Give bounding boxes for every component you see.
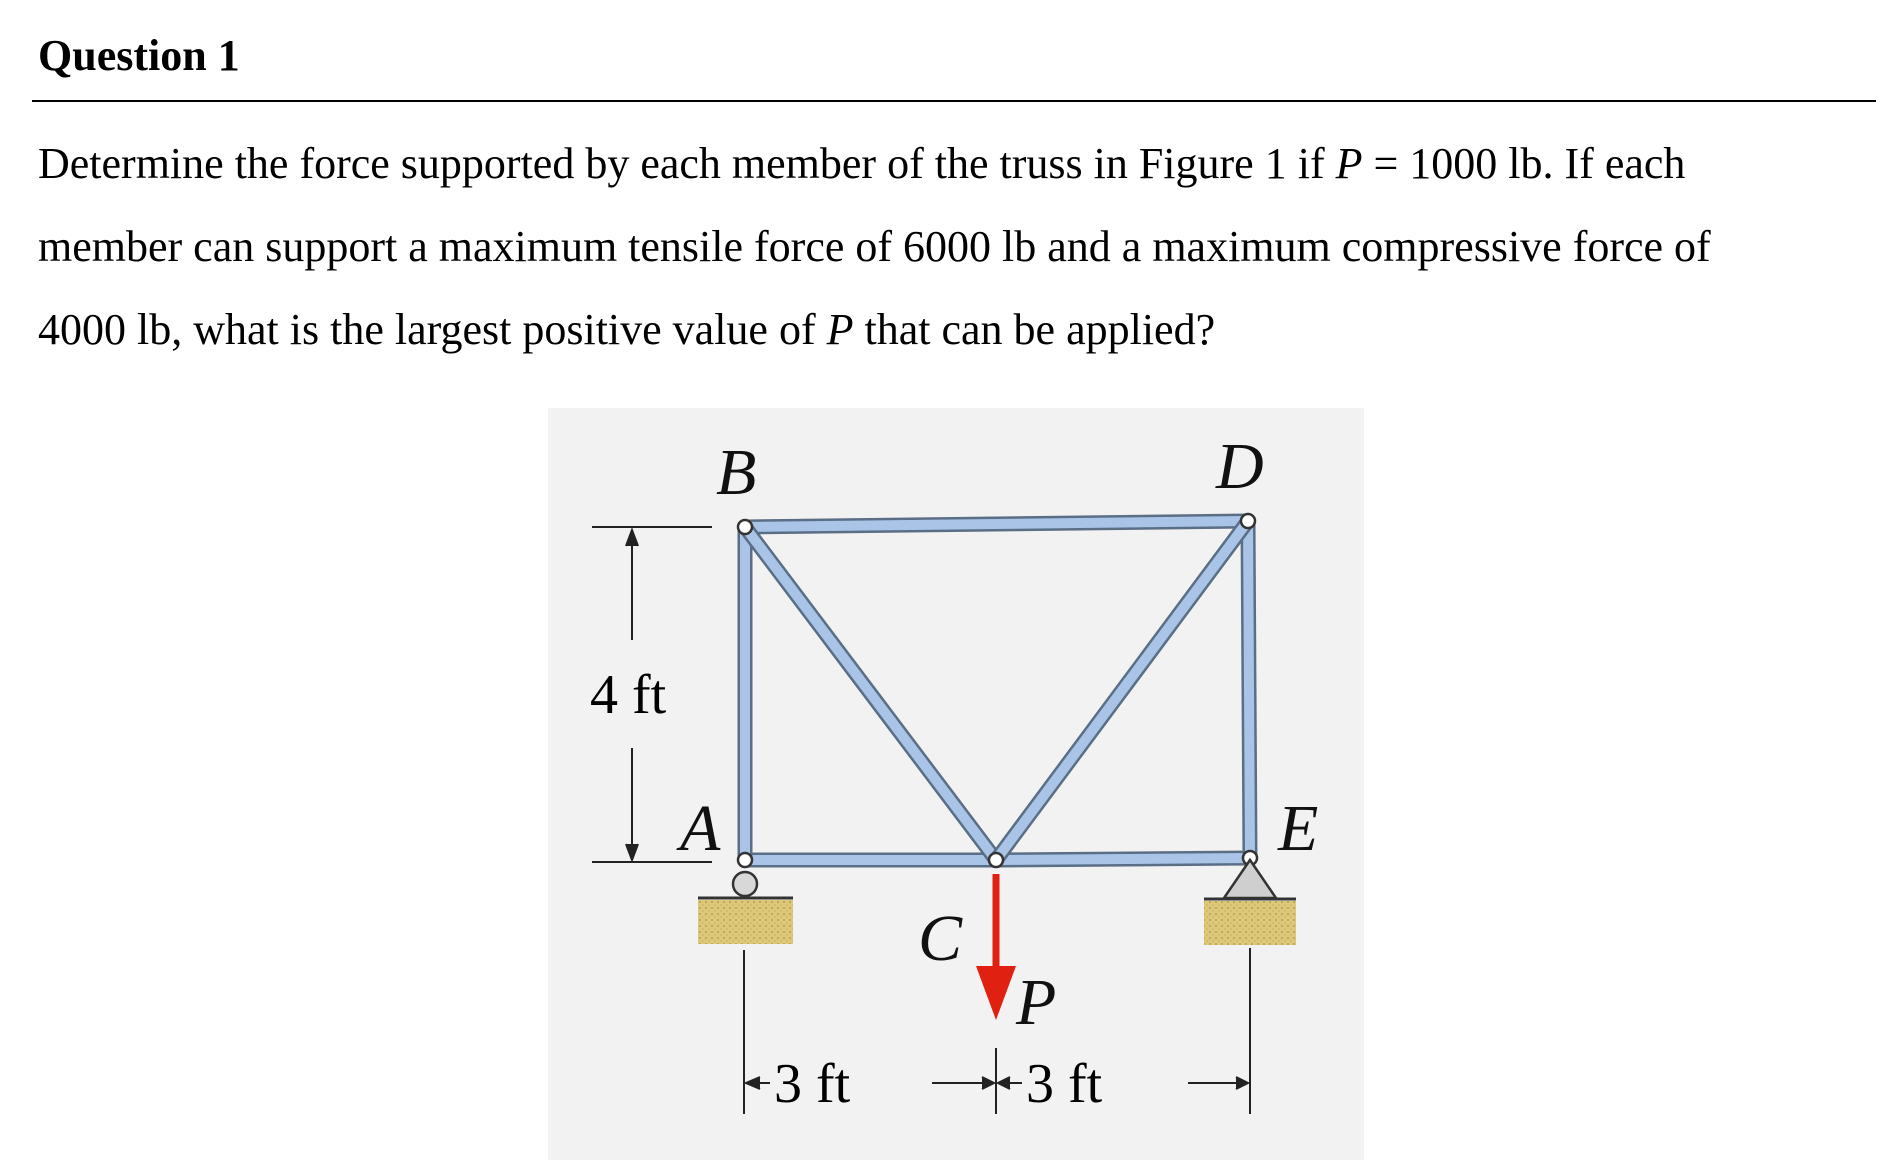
member-de [1248,521,1250,858]
heading-divider [32,100,1876,102]
truss-diagram [548,408,1364,1160]
label-b: B [716,436,757,509]
pin-b [738,520,752,534]
figure-1-truss [548,408,1364,1160]
height-dimension-label: 4 ft [590,664,667,726]
label-a: A [680,792,721,865]
span-dimension-left-label: 3 ft [774,1053,851,1115]
problem-line-1: Determine the force supported by each member of the truss in Figure 1 if P = 1000 lb. If each [38,139,1686,188]
member-ce [996,858,1250,860]
pin-a [738,853,752,867]
label-p: P [1016,966,1057,1039]
variable-p: P [1335,139,1363,188]
member-bd [745,521,1248,527]
problem-statement [38,122,1872,371]
span-dimension-right-label: 3 ft [1026,1053,1103,1115]
pin-c [989,853,1003,867]
label-e: E [1278,792,1319,865]
label-d: D [1216,430,1264,503]
problem-line-2: member can support a maximum tensile force of 6000 lb and a maximum compressive force of [38,222,1711,271]
label-c: C [918,902,963,975]
variable-p: P [826,305,854,354]
question-heading: Question 1 [38,31,240,80]
problem-line-3: 4000 lb, what is the largest positive value of P that can be applied? [38,305,1216,354]
pin-d [1241,514,1255,528]
